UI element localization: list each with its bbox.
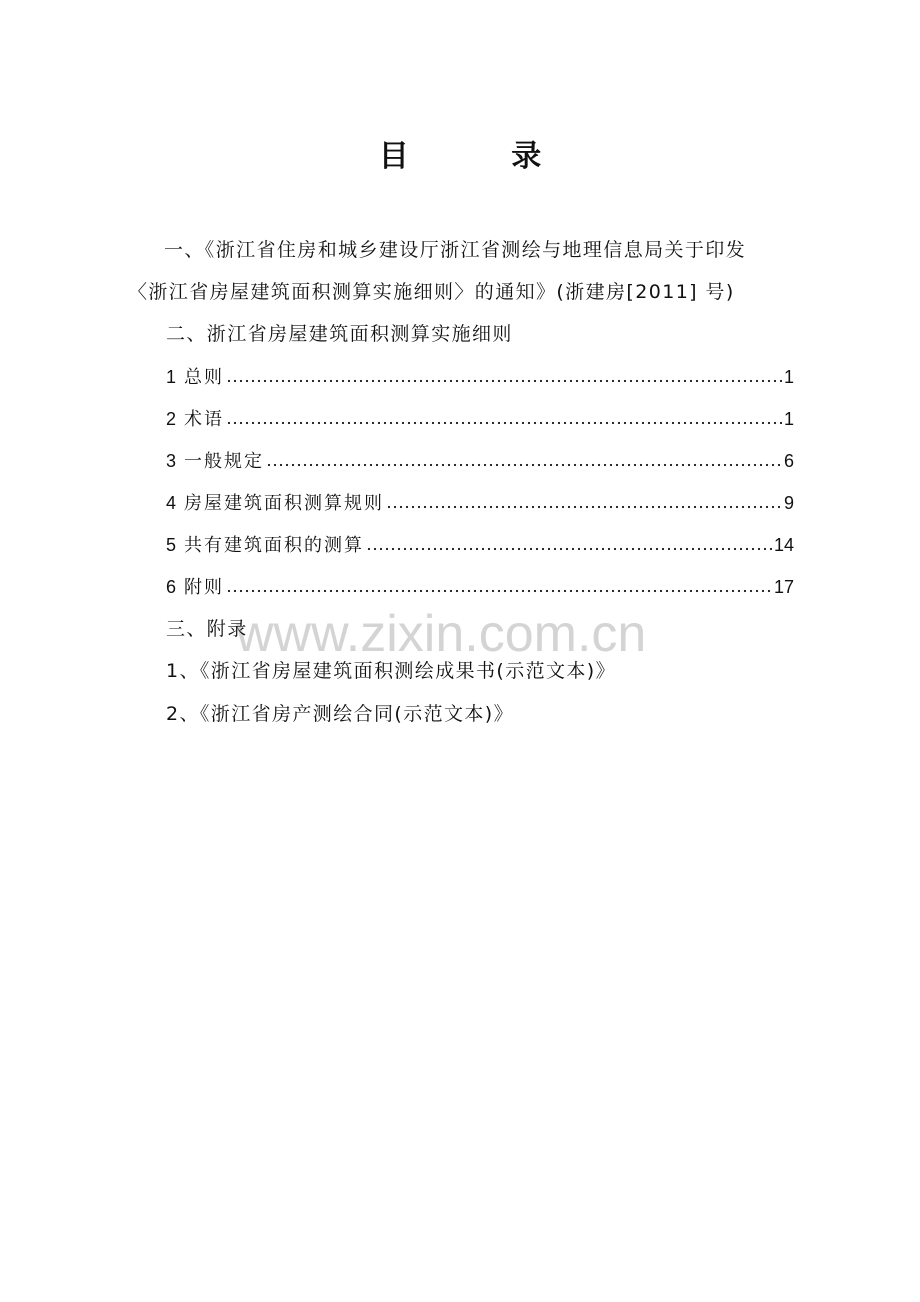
toc-entry-page: 17 [773, 577, 794, 597]
toc-entry-page: 9 [783, 493, 794, 513]
toc-entry-label: 房屋建筑面积测算规则 [184, 493, 385, 514]
toc-entry-page: 14 [773, 535, 794, 555]
toc-entry-number: 6 [166, 577, 177, 597]
toc-entry-number: 2 [166, 409, 177, 429]
section-3-heading: 三、附录 [166, 618, 248, 640]
toc-entry-number: 3 [166, 451, 177, 471]
toc-entry[interactable] [166, 574, 794, 600]
toc-dot-leader [386, 505, 782, 509]
toc-entry-number: 5 [166, 535, 177, 555]
section-2-heading: 二、浙江省房屋建筑面积测算实施细则 [166, 323, 513, 345]
toc-entry-page: 1 [783, 409, 794, 429]
toc-dot-leader [226, 421, 782, 425]
toc-entry-number: 1 [166, 367, 177, 387]
toc-entry-label: 一般规定 [184, 451, 265, 472]
toc-entry-label: 总则 [184, 367, 225, 388]
watermark-text: www.zixin.com.cn [236, 605, 647, 663]
section-1-line-1: 一、《浙江省住房和城乡建设厅浙江省测绘与地理信息局关于印发 [164, 239, 747, 261]
toc-entry-label: 术语 [184, 409, 225, 430]
toc-entry-page: 6 [783, 451, 794, 471]
toc-dot-leader [226, 379, 782, 383]
toc-entry-label: 共有建筑面积的测算 [184, 535, 365, 556]
section-1-line-2: 〈浙江省房屋建筑面积测算实施细则〉的通知》(浙建房[2011] 号) [128, 281, 735, 303]
toc-entry[interactable] [166, 364, 794, 390]
page-title: 目 录 [378, 139, 588, 174]
toc-entry-number: 4 [166, 493, 177, 513]
toc-dot-leader [366, 547, 772, 551]
toc-entry-label: 附则 [184, 577, 225, 598]
toc-entry[interactable] [166, 532, 794, 558]
toc-entry[interactable] [166, 406, 794, 432]
toc-dot-leader [266, 463, 782, 467]
appendix-item: 1、《浙江省房屋建筑面积测绘成果书(示范文本)》 [166, 660, 617, 682]
toc-entry-page: 1 [783, 367, 794, 387]
appendix-item: 2、《浙江省房产测绘合同(示范文本)》 [166, 703, 515, 725]
toc-dot-leader [226, 589, 772, 593]
toc-entry[interactable] [166, 490, 794, 516]
toc-entry[interactable] [166, 448, 794, 474]
